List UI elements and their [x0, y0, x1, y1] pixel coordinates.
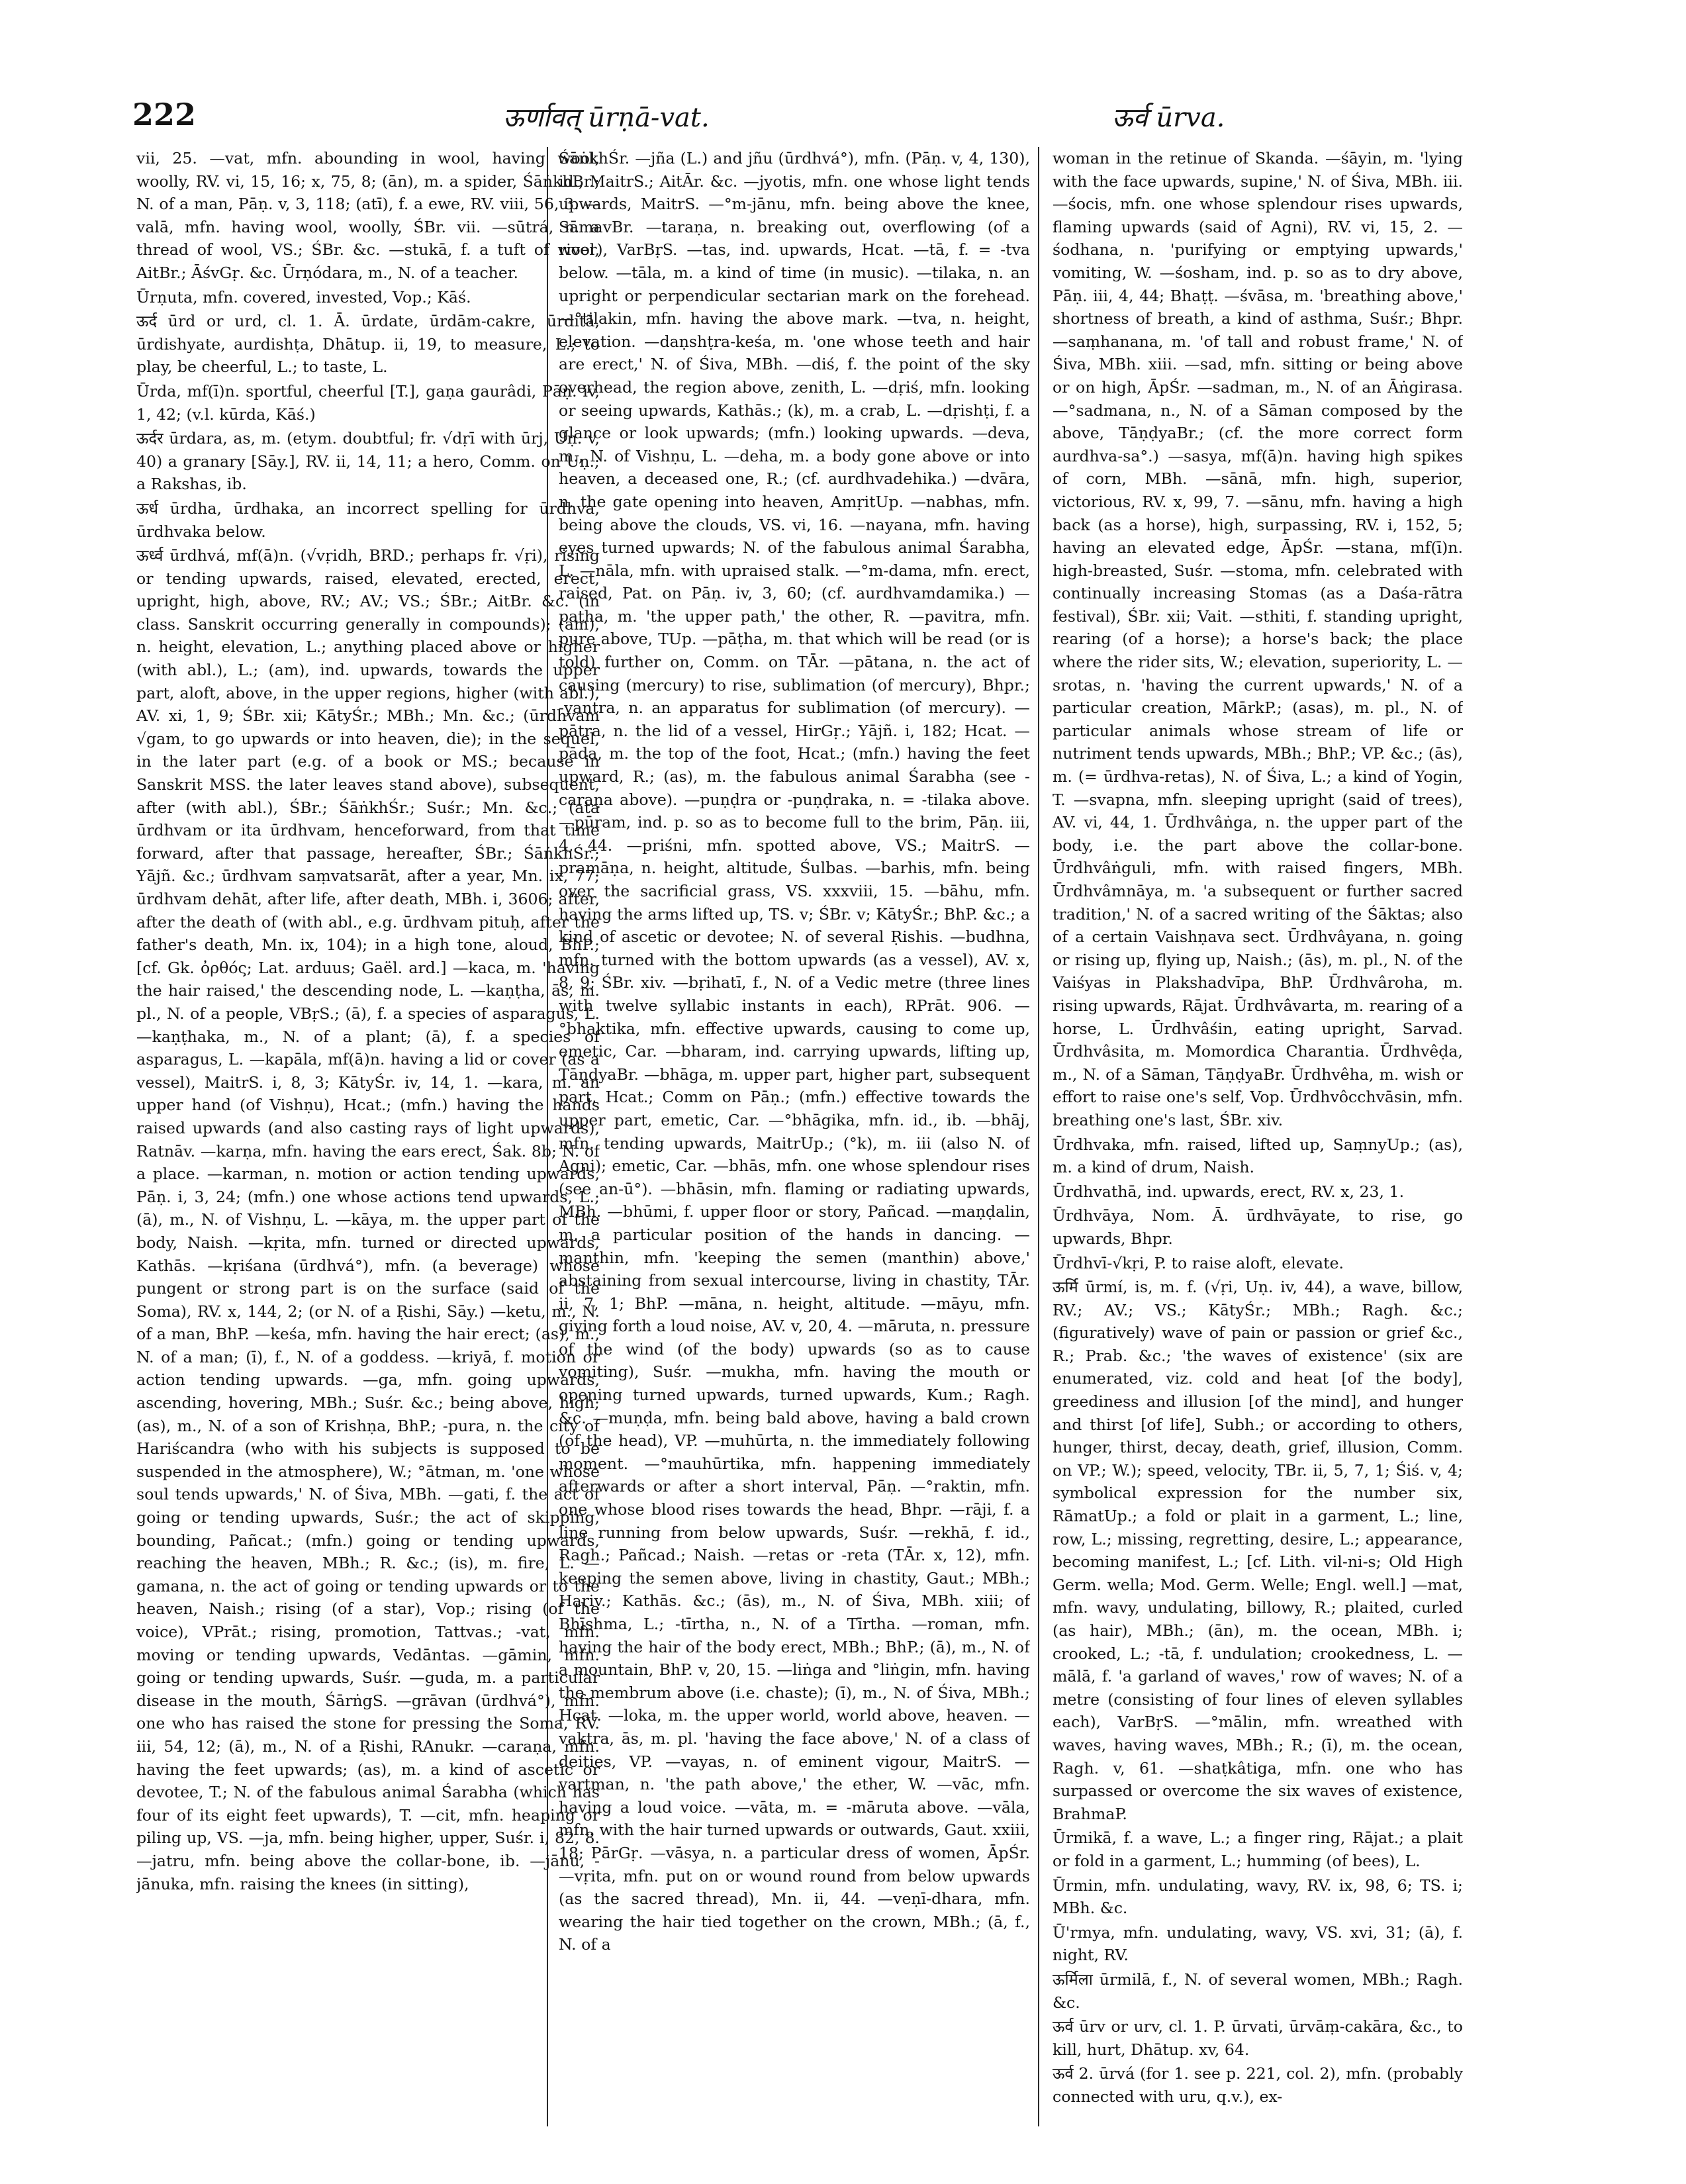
entry-paragraph: ऊर्मिला ūrmilā, f., N. of several women, MBh.; Ragh. &c.: [1053, 1970, 1463, 2012]
left-guide-word: ऊर्णावत् ūrṇā-vat.: [503, 103, 710, 133]
column-3: [1053, 147, 1463, 2130]
entry-paragraph: ऊर्व ūrv or urv, cl. 1. P. ūrvati, ūrvāṃ-cakāra, &c., to kill, hurt, Dhātup. xv, 64.: [1053, 2017, 1463, 2059]
column-divider-2: [1038, 147, 1039, 2126]
entry-paragraph: ऊर्ध ūrdha, ūrdhaka, an incorrect spelling for ūrdhva, ūrdhvaka below.: [136, 499, 600, 541]
entry-paragraph: ऊर्दर ūrdara, as, m. (etym. doubtful; fr. √dṛī with ūrj, Uṇ. v, 40) a granary [Sāy.], RV. ii, 14, 11; a hero, Comm. on Uṇ.; a Rakshas, ib.: [136, 429, 600, 494]
entry-paragraph: Ūrṇuta, mfn. covered, invested, Vop.; Kāś.: [136, 287, 471, 307]
entry-paragraph: vii, 25. —vat, mfn. abounding in wool, having wool, woolly, RV. vi, 15, 16; x, 75, 8; (ān), m. a spider, ŚāṅkhBr.; N. of a man, Pāṇ. v, 3, 118; (atī), f. a ewe, RV. viii, 56, 3. —valā, mfn. having wool, woolly, ŚBr. vii. —sūtrá, n. a thread of wool, VS.; ŚBr. &c. —stukā, f. a tuft of wool, AitBr.; ĀśvGṛ. &c. Ūrṇódara, m., N. of a teacher.: [136, 149, 600, 282]
entry-paragraph: ऊर्मि ūrmí, is, m. f. (√ṛi, Uṇ. iv, 44), a wave, billow, RV.; AV.; VS.; KātyŚr.; MBh.; Ragh. &c.; (figuratively) wave of pain or passion or grief &c., R.; Prab. &c.; 'the waves of existence' (six are enumerated, viz. cold and heat [of the body], greediness and illusion [of the mind], and hunger and thirst [of life], Subh.; or according to others, hunger, thirst, decay, death, grief, illusion, Comm. on VP.; W.); speed, velocity, TBr. ii, 5, 7, 1; Śiś. v, 4; symbolical expression for the number six, RāmatUp.; a fold or plait in a garment, L.; line, row, L.; missing, regretting, desire, L.; appearance, becoming manifest, L.; [cf. Lith. vil-ni-s; Old High Germ. wella; Mod. Germ. Welle; Engl. well.] —mat, mfn. wavy, undulating, billowy, R.; plaited, curled (as hair), MBh.; (ān), m. the ocean, MBh. i; crooked, L.; -tā, f. undulation; crookedness, L. —mālā, f. 'a garland of waves,' row of waves; N. of a metre (consisting of four lines of eleven syllables each), VarBṛS. —°mālin, mfn. wreathed with waves, having waves, MBh.; R.; (ī), m. the ocean, Ragh. v, 61. —shaṭkâtiga, mfn. one who has surpassed or overcome the six waves of existence, BrahmaP.: [1053, 1278, 1463, 1823]
entry-paragraph: Ūrdhvāya, Nom. Ā. ūrdhvāyate, to rise, go upwards, Bhpr.: [1053, 1206, 1463, 1248]
entry-paragraph: Ūrmin, mfn. undulating, wavy, RV. ix, 98, 6; TS. i; MBh. &c.: [1053, 1875, 1463, 1918]
entry-paragraph: ऊर्व 2. ūrvá (for 1. see p. 221, col. 2), mfn. (probably connected with uru, q.v.), ex-: [1053, 2064, 1463, 2106]
entry-paragraph: Ūrda, mf(ī)n. sportful, cheerful [T.], gaṇa gaurâdi, Pāṇ. iv, 1, 42; (v.l. kūrda, Kāś.): [136, 381, 600, 424]
entry-paragraph: Ūrmikā, f. a wave, L.; a finger ring, Rājat.; a plait or fold in a garment, L.; humming (of bees), L.: [1053, 1828, 1463, 1870]
page-number: 222: [132, 97, 197, 132]
entry-paragraph: ऊर्ध्व ūrdhvá, mf(ā)n. (√vṛidh, BRD.; perhaps fr. √ṛi), rising or tending upwards, raised, elevated, erected, erect, upright, high, above, RV.; AV.; VS.; ŚBr.; AitBr. &c. (in class. Sanskrit occurring generally in compounds); (am), n. height, elevation, L.; anything placed above or higher (with abl.), L.; (am), ind. upwards, towards the upper part, aloft, above, in the upper regions, higher (with abl.), AV. xi, 1, 9; ŚBr. xii; KātyŚr.; MBh.; Mn. &c.; (ūrdhvam √gam, to go upwards or into heaven, die); in the sequel, in the later part (e.g. of a book or MS.; because in Sanskrit MSS. the later leaves stand above), subsequent, after (with abl.), ŚBr.; ŚāṅkhŚr.; Suśr.; Mn. &c.; (ata ūrdhvam or ita ūrdhvam, henceforward, from that time forward, after that passage, hereafter, ŚBr.; ŚāṅkhŚr.; Yājñ. &c.; ūrdhvam saṃvatsarāt, after a year, Mn. ix, 77; ūrdhvam dehāt, after life, after death, MBh. i, 3606; after, after the death of (with abl., e.g. ūrdhvam pituḥ, after the father's death, Mn. ix, 104); in a high tone, aloud, BhP.; [cf. Gk. ὀρθός; Lat. arduus; Gaël. ard.] —kaca, m. 'having the hair raised,' the descending node, L. —kaṇṭha, ās, m. pl., N. of a people, VBṛS.; (ā), f. a species of asparagus, L. —kaṇṭhaka, m., N. of a plant; (ā), f. a species of asparagus, L. —kapāla, mf(ā)n. having a lid or cover (as a vessel), MaitrS. i, 8, 3; KātyŚr. iv, 14, 1. —kara, m. an upper hand (of Vishṇu), Hcat.; (mfn.) having the hands raised upwards (and also casting rays of light upwards), Ratnāv. —karṇa, mfn. having the ears erect, Śak. 8b; N. of a place. —karman, n. motion or action tending upwards, Pāṇ. i, 3, 24; (mfn.) one whose actions tend upwards, L.; (ā), m., N. of Vishṇu, L. —kāya, m. the upper part of the body, Naish. —kṛita, mfn. turned or directed upwards, Kathās. —kṛiśana (ūrdhvá°), mfn. (a beverage) whose pungent or strong part is on the surface (said of the Soma), RV. x, 144, 2; (or N. of a Ṛishi, Sāy.) —ketu, m., N. of a man, BhP. —keśa, mfn. having the hair erect; (as), m., N. of a man; (ī), f., N. of a goddess. —kriyā, f. motion or action tending upwards. —ga, mfn. going upwards, ascending, hovering, MBh.; Suśr. &c.; being above, high; (as), m., N. of a son of Krishṇa, BhP.; -pura, n. the city of Hariścandra (who with his subjects is supposed to be suspended in the atmosphere), W.; °ātman, m. 'one whose soul tends upwards,' N. of Śiva, MBh. —gati, f. the act of going or tending upwards, Suśr.; the act of skipping, bounding, Pañcat.; (mfn.) going or tending upwards, reaching the heaven, MBh.; R. &c.; (is), m. fire, L. —gamana, n. the act of going or tending upwards or to the heaven, Naish.; rising (of a star), Vop.; rising (of the voice), VPrāt.; rising, promotion, Tattvas.; -vat, mfn. moving or tending upwards, Vedāntas. —gāmin, mfn. going or tending upwards, Suśr. —guda, m. a particular disease in the mouth, ŚārṅgS. —grāvan (ūrdhvá°), mfn. one who has raised the stone for pressing the Soma, RV. iii, 54, 12; (ā), m., N. of a Ṛishi, RAnukr. —caraṇa, mfn. having the feet upwards; (as), m. a kind of ascetic or devotee, T.; N. of the fabulous animal Śarabha (which has four of its eight feet upwards), T. —cit, mfn. heaping or piling up, VS. —ja, mfn. being higher, upper, Suśr. i, 82, 8. —jatru, mfn. being above the collar-bone, ib. —jānu, -jānuka, mfn. raising the knees (in sitting),: [136, 546, 600, 1893]
entry-paragraph: ऊर्द ūrd or urd, cl. 1. Ā. ūrdate, ūrdām-cakre, ūrditā, ūrdishyate, aurdishṭa, Dhātup. ii, 19, to measure, L.; to play, be cheerful, L.; to taste, L.: [136, 312, 600, 377]
column-2: [559, 147, 1030, 2130]
entry-paragraph: ŚāṅkhŚr. —jña (L.) and jñu (ūrdhvá°), mfn. (Pāṇ. v, 4, 130), id., MaitrS.; AitĀr. &c. —jyotis, mfn. one whose light tends upwards, MaitrS. —°m-jānu, mfn. being above the knee, SāmavBr. —taraṇa, n. breaking out, overflowing (of a river), VarBṛS. —tas, ind. upwards, Hcat. —tā, f. = -tva below. —tāla, m. a kind of time (in music). —tilaka, n. an upright or perpendicular sectarian mark on the forehead. —°tilakin, mfn. having the above mark. —tva, n. height, elevation. —daṇshṭra-keśa, m. 'one whose teeth and hair are erect,' N. of Śiva, MBh. —diś, f. the point of the sky overhead, the region above, zenith, L. —dṛiś, mfn. looking or seeing upwards, Kathās.; (k), m. a crab, L. —dṛishṭi, f. a glance or look upwards; (mfn.) looking upwards. —deva, m., N. of Vishṇu, L. —deha, m. a body gone above or into heaven, a deceased one, R.; (cf. aurdhvadehika.) —dvāra, n. the gate opening into heaven, AmṛitUp. —nabhas, mfn. being above the clouds, VS. vi, 16. —nayana, mfn. having eyes turned upwards; N. of the fabulous animal Śarabha, L. —nāla, mfn. with upraised stalk. —°m-dama, mfn. erect, raised, Pat. on Pāṇ. iv, 3, 60; (cf. aurdhvamdamika.) —patha, m. 'the upper path,' the other, R. —pavitra, mfn. pure above, TUp. —pāṭha, m. that which will be read (or is told) further on, Comm. on TĀr. —pātana, n. the act of causing (mercury) to rise, sublimation (of mercury), Bhpr.; -yantra, n. an apparatus for sublimation (of mercury). —pātra, n. the lid of a vessel, HirGṛ.; Yājñ. i, 182; Hcat. —pāda, m. the top of the foot, Hcat.; (mfn.) having the feet upward, R.; (as), m. the fabulous animal Śarabha (see -caraṇa above). —puṇḍra or -puṇḍraka, n. = -tilaka above. —pūram, ind. p. so as to become full to the brim, Pāṇ. iii, 4, 44. —priśni, mfn. spotted above, VS.; MaitrS. —pramāṇa, n. height, altitude, Śulbas. —barhis, mfn. being over the sacrificial grass, VS. xxxviii, 15. —bāhu, mfn. having the arms lifted up, TS. v; ŚBr. v; KātyŚr.; BhP. &c.; a kind of ascetic or devotee; N. of several Ṛishis. —budhna, mfn. turned with the bottom upwards (as a vessel), AV. x, 8, 9; ŚBr. xiv. —bṛihatī, f., N. of a Vedic metre (three lines with twelve syllabic instants in each), RPrāt. 906. —°bhaktika, mfn. effective upwards, causing to come up, emetic, Car. —bharam, ind. carrying upwards, lifting up, TāṇḍyaBr. —bhāga, m. upper part, higher part, subsequent part, Hcat.; Comm on Pāṇ.; (mfn.) effective towards the upper part, emetic, Car. —°bhāgika, mfn. id., ib. —bhāj, mfn. tending upwards, MaitrUp.; (°k), m. iii (also N. of Agni); emetic, Car. —bhās, mfn. one whose splendour rises (see an-ū°). —bhāsin, mfn. flaming or radiating upwards, MBh. —bhūmi, f. upper floor or story, Pañcad. —maṇḍalin, m. a particular position of the hands in dancing. —manthin, mfn. 'keeping the semen (manthin) above,' abstaining from sexual intercourse, living in chastity, TĀr. ii, 7, 1; BhP. —māna, n. height, altitude. —māyu, mfn. giving forth a loud noise, AV. v, 20, 4. —māruta, n. pressure of the wind (of the body) upwards (so as to cause vomiting), Suśr. —mukha, mfn. having the mouth or opening turned upwards, turned upwards, Kum.; Ragh. &c. —muṇḍa, mfn. being bald above, having a bald crown (of the head), VP. —muhūrta, n. the immediately following moment. —°mauhūrtika, mfn. happening immediately afterwards or after a short interval, Pāṇ. —°raktin, mfn. one whose blood rises towards the head, Bhpr. —rāji, f. a line running from below upwards, Suśr. —rekhā, f. id., Ragh.; Pañcad.; Naish. —retas or -reta (TĀr. x, 12), mfn. keeping the semen above, living in chastity, Gaut.; MBh.; Hariv.; Kathās. &c.; (ās), m., N. of Śiva, MBh. xiii; of Bhīshma, L.; -tīrtha, n., N. of a Tīrtha. —roman, mfn. having the hair of the body erect, MBh.; BhP.; (ā), m., N. of a mountain, BhP. v, 20, 15. —liṅga and °liṅgin, mfn. having the membrum above (i.e. chaste); (ī), m., N. of Śiva, MBh.; Hcat. —loka, m. the upper world, world above, heaven. —vaktra, ās, m. pl. 'having the face above,' N. of a class of deities, VP. —vayas, n. of eminent vigour, MaitrS. —vartman, n. 'the path above,' the ether, W. —vāc, mfn. having a loud voice. —vāta, m. = -māruta above. —vāla, mfn. with the hair turned upwards or outwards, Gaut. xxiii, 18; PārGṛ. —vāsya, n. a particular dress of women, ĀpŚr. —vṛita, mfn. put on or wound round from below upwards (as the sacred thread), Mn. ii, 44. —veṇī-dhara, mfn. wearing the hair tied together on the crown, MBh.; (ā, f., N. of a: [559, 149, 1030, 1954]
entry-paragraph: Ūrdhvathā, ind. upwards, erect, RV. x, 23, 1.: [1053, 1182, 1405, 1201]
entry-paragraph: woman in the retinue of Skanda. —śāyin, m. 'lying with the face upwards, supine,' N. of Śiva, MBh. iii. —śocis, mfn. one whose splendour rises upwards, flaming upwards (said of Agni), RV. vi, 15, 2. —śodhana, n. 'purifying or emptying upwards,' vomiting, W. —śosham, ind. p. so as to dry above, Pāṇ. iii, 4, 44; Bhaṭṭ. —śvāsa, m. 'breathing above,' shortness of breath, a kind of asthma, Suśr.; Bhpr. —saṃhanana, m. 'of tall and robust frame,' N. of Śiva, MBh. xiii. —sad, mfn. sitting or being above or on high, ĀpŚr. —sadman, m., N. of an Āṅgirasa. —°sadmana, n., N. of a Sāman composed by the above, TāṇḍyaBr.; (cf. the more correct form aurdhva-sa°.) —sasya, mf(ā)n. having high spikes of corn, MBh. —sānā, mfn. high, superior, victorious, RV. x, 99, 7. —sānu, mfn. having a high back (as a horse), high, surpassing, RV. i, 152, 5; having an elevated edge, ĀpŚr. —stana, mf(ī)n. high-breasted, Suśr. —stoma, mfn. celebrated with continually increasing Stomas (as a Daśa-rātra festival), ŚBr. xii; Vait. —sthiti, f. standing upright, rearing (of a horse); a horse's back; the place where the rider sits, W.; elevation, superiority, L. —srotas, n. 'having the current upwards,' N. of a particular creation, MārkP.; (asas), m. pl., N. of particular animals whose stream of life or nutriment tends upwards, MBh.; BhP.; VP. &c.; (ās), m. (= ūrdhva-retas), N. of Śiva, L.; a kind of Yogin, T. —svapna, mfn. sleeping upright (said of trees), AV. vi, 44, 1. Ūrdhvâṅga, n. the upper part of the body, i.e. the part above the collar-bone. Ūrdhvâṅguli, mfn. with raised fingers, MBh. Ūrdhvâmnāya, m. 'a subsequent or further sacred tradition,' N. of a sacred writing of the Śāktas; also of a certain Vaishṇava sect. Ūrdhvâyana, n. going or rising up, flying up, Naish.; (ās), m. pl., N. of the Vaiśyas in Plakshadvīpa, BhP. Ūrdhvâroha, m. rising upwards, Rājat. Ūrdhvâvarta, m. rearing of a horse, L. Ūrdhvâśin, eating upright, Sarvad. Ūrdhvâsita, m. Momordica Charantia. Ūrdhvêḍa, m., N. of a Sāman, TāṇḍyaBr. Ūrdhvêha, m. wish or effort to raise one's self, Vop. Ūrdhvôcchvāsin, mfn. breathing one's last, ŚBr. xiv.: [1053, 149, 1463, 1129]
right-guide-word: ऊर्व ūrva.: [1112, 103, 1225, 133]
entry-paragraph: Ūrdhvaka, mfn. raised, lifted up, SaṃnyUp.; (as), m. a kind of drum, Naish.: [1053, 1135, 1463, 1177]
page-header: [132, 93, 1595, 139]
entry-paragraph: Ū'rmya, mfn. undulating, wavy, VS. xvi, 31; (ā), f. night, RV.: [1053, 1923, 1463, 1965]
entry-paragraph: Ūrdhvī-√kṛi, P. to raise aloft, elevate.: [1053, 1253, 1344, 1272]
column-1: [136, 147, 600, 2130]
